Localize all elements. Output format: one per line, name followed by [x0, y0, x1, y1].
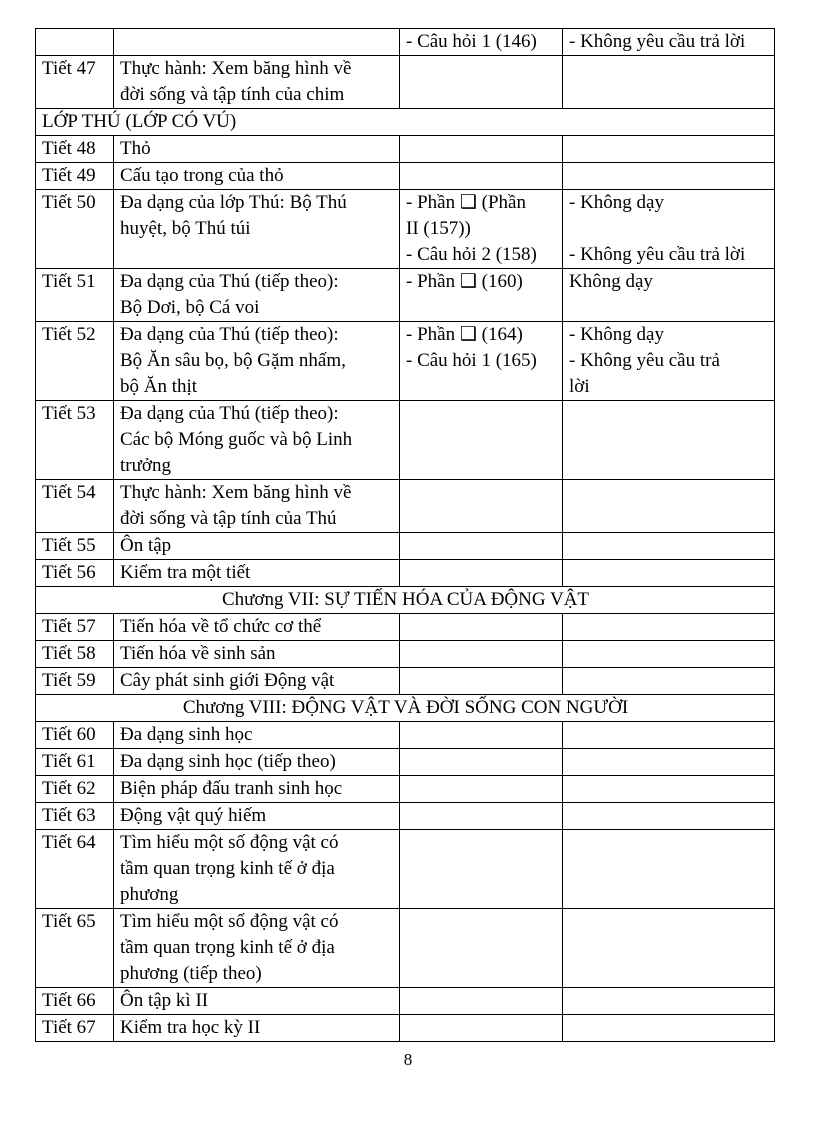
lesson-number-cell: Tiết 55	[36, 533, 114, 560]
lesson-row	[36, 668, 775, 695]
lesson-title-cell: Ôn tập	[114, 533, 400, 560]
omitted-content-cell	[400, 1015, 563, 1042]
adjustment-guidance-cell	[563, 614, 775, 641]
adjustment-guidance-cell	[563, 803, 775, 830]
lesson-number-cell: Tiết 56	[36, 560, 114, 587]
lesson-row	[36, 909, 775, 988]
lesson-row	[36, 614, 775, 641]
section-heading-row	[36, 109, 775, 136]
lesson-row	[36, 322, 775, 401]
lesson-number-cell: Tiết 51	[36, 269, 114, 322]
adjustment-guidance-cell: - Không yêu cầu trả lời	[563, 29, 775, 56]
lesson-number-cell: Tiết 50	[36, 190, 114, 269]
lesson-title-cell: Biện pháp đấu tranh sinh học	[114, 776, 400, 803]
lesson-title-cell: Đa dạng của Thú (tiếp theo): Bộ Ăn sâu bọ, bộ Gặm nhấm, bộ Ăn thịt	[114, 322, 400, 401]
adjustment-guidance-cell	[563, 480, 775, 533]
lesson-row	[36, 803, 775, 830]
lesson-number-cell: Tiết 61	[36, 749, 114, 776]
omitted-content-cell	[400, 533, 563, 560]
omitted-content-cell	[400, 830, 563, 909]
adjustment-guidance-cell	[563, 988, 775, 1015]
lesson-title-cell: Động vật quý hiếm	[114, 803, 400, 830]
lesson-row	[36, 749, 775, 776]
lesson-number-cell: Tiết 58	[36, 641, 114, 668]
page-number: 8	[403, 1050, 413, 1069]
adjustment-guidance-cell	[563, 56, 775, 109]
lesson-title-cell: Ôn tập kì II	[114, 988, 400, 1015]
adjustment-guidance-cell	[563, 136, 775, 163]
omitted-content-cell	[400, 803, 563, 830]
lesson-title-cell: Tiến hóa về tổ chức cơ thể	[114, 614, 400, 641]
lesson-title-cell: Tìm hiểu một số động vật có tầm quan trọng kinh tế ở địa phương	[114, 830, 400, 909]
omitted-content-cell	[400, 988, 563, 1015]
lesson-row	[36, 776, 775, 803]
omitted-content-cell	[400, 614, 563, 641]
omitted-content-cell	[400, 722, 563, 749]
lesson-number-cell: Tiết 52	[36, 322, 114, 401]
lesson-row	[36, 641, 775, 668]
lesson-number-cell: Tiết 63	[36, 803, 114, 830]
lesson-number-cell: Tiết 57	[36, 614, 114, 641]
lesson-title-cell: Tiến hóa về sinh sản	[114, 641, 400, 668]
curriculum-table	[35, 28, 775, 1042]
lesson-row	[36, 136, 775, 163]
curriculum-table-body	[36, 29, 775, 1042]
omitted-content-cell	[400, 668, 563, 695]
adjustment-guidance-cell	[563, 749, 775, 776]
omitted-content-cell	[400, 560, 563, 587]
lesson-title-cell: Đa dạng sinh học (tiếp theo)	[114, 749, 400, 776]
lesson-row	[36, 190, 775, 269]
lesson-number-cell: Tiết 65	[36, 909, 114, 988]
section-heading: LỚP THÚ (LỚP CÓ VÚ)	[36, 109, 775, 136]
lesson-title-cell: Kiểm tra học kỳ II	[114, 1015, 400, 1042]
lesson-row	[36, 480, 775, 533]
lesson-title-cell: Tìm hiểu một số động vật có tầm quan trọng kinh tế ở địa phương (tiếp theo)	[114, 909, 400, 988]
adjustment-guidance-cell	[563, 668, 775, 695]
lesson-number-cell	[36, 29, 114, 56]
omitted-content-cell	[400, 136, 563, 163]
adjustment-guidance-cell	[563, 163, 775, 190]
lesson-title-cell: Đa dạng của Thú (tiếp theo): Bộ Dơi, bộ Cá voi	[114, 269, 400, 322]
adjustment-guidance-cell	[563, 401, 775, 480]
lesson-row	[36, 56, 775, 109]
lesson-row	[36, 560, 775, 587]
omitted-content-cell: - Phần ❑ (160)	[400, 269, 563, 322]
adjustment-guidance-cell	[563, 1015, 775, 1042]
lesson-row	[36, 163, 775, 190]
lesson-number-cell: Tiết 66	[36, 988, 114, 1015]
lesson-row	[36, 722, 775, 749]
lesson-title-cell: Đa dạng sinh học	[114, 722, 400, 749]
lesson-title-cell: Đa dạng của Thú (tiếp theo): Các bộ Móng guốc và bộ Linh trưởng	[114, 401, 400, 480]
omitted-content-cell	[400, 749, 563, 776]
lesson-row	[36, 269, 775, 322]
lesson-title-cell: Thực hành: Xem băng hình về đời sống và tập tính của Thú	[114, 480, 400, 533]
lesson-number-cell: Tiết 47	[36, 56, 114, 109]
adjustment-guidance-cell: - Không dạy - Không yêu cầu trả lời	[563, 322, 775, 401]
omitted-content-cell	[400, 909, 563, 988]
lesson-number-cell: Tiết 54	[36, 480, 114, 533]
lesson-row	[36, 533, 775, 560]
lesson-number-cell: Tiết 60	[36, 722, 114, 749]
lesson-number-cell: Tiết 53	[36, 401, 114, 480]
lesson-title-cell: Cây phát sinh giới Động vật	[114, 668, 400, 695]
lesson-title-cell: Cấu tạo trong của thỏ	[114, 163, 400, 190]
lesson-row	[36, 1015, 775, 1042]
chapter-heading-row	[36, 695, 775, 722]
lesson-number-cell: Tiết 49	[36, 163, 114, 190]
omitted-content-cell	[400, 776, 563, 803]
omitted-content-cell	[400, 163, 563, 190]
adjustment-guidance-cell: - Không dạy - Không yêu cầu trả lời	[563, 190, 775, 269]
adjustment-guidance-cell	[563, 533, 775, 560]
adjustment-guidance-cell	[563, 776, 775, 803]
lesson-title-cell: Đa dạng của lớp Thú: Bộ Thú huyệt, bộ Thú túi	[114, 190, 400, 269]
lesson-title-cell: Thỏ	[114, 136, 400, 163]
adjustment-guidance-cell	[563, 830, 775, 909]
lesson-number-cell: Tiết 67	[36, 1015, 114, 1042]
lesson-number-cell: Tiết 59	[36, 668, 114, 695]
chapter-heading: Chương VII: SỰ TIẾN HÓA CỦA ĐỘNG VẬT	[36, 587, 775, 614]
chapter-heading-row	[36, 587, 775, 614]
omitted-content-cell: - Phần ❑ (164) - Câu hỏi 1 (165)	[400, 322, 563, 401]
adjustment-guidance-cell	[563, 909, 775, 988]
omitted-content-cell	[400, 641, 563, 668]
adjustment-guidance-cell	[563, 641, 775, 668]
omitted-content-cell	[400, 401, 563, 480]
adjustment-guidance-cell: Không dạy	[563, 269, 775, 322]
lesson-number-cell: Tiết 64	[36, 830, 114, 909]
lesson-title-cell: Thực hành: Xem băng hình về đời sống và tập tính của chim	[114, 56, 400, 109]
lesson-number-cell: Tiết 48	[36, 136, 114, 163]
omitted-content-cell: - Phần ❑ (Phần II (157)) - Câu hỏi 2 (158)	[400, 190, 563, 269]
adjustment-guidance-cell	[563, 560, 775, 587]
omitted-content-cell	[400, 56, 563, 109]
chapter-heading: Chương VIII: ĐỘNG VẬT VÀ ĐỜI SỐNG CON NGƯỜI	[36, 695, 775, 722]
lesson-title-cell: Kiểm tra một tiết	[114, 560, 400, 587]
lesson-number-cell: Tiết 62	[36, 776, 114, 803]
adjustment-guidance-cell	[563, 722, 775, 749]
lesson-row	[36, 988, 775, 1015]
omitted-content-cell	[400, 480, 563, 533]
lesson-row	[36, 401, 775, 480]
lesson-row	[36, 830, 775, 909]
lesson-title-cell	[114, 29, 400, 56]
lesson-row	[36, 29, 775, 56]
omitted-content-cell: - Câu hỏi 1 (146)	[400, 29, 563, 56]
